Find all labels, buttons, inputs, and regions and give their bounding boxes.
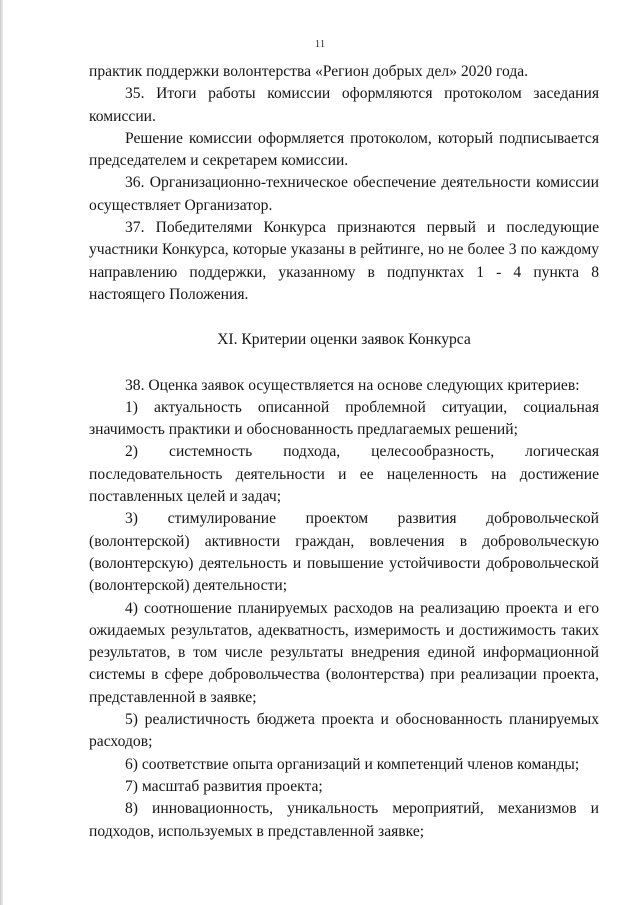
page-body: [89, 61, 599, 843]
criteria-intro: 38. Оценка заявок осуществляется на основе следующих критериев:: [125, 376, 580, 394]
criterion-item-6: 6) соответствие опыта организаций и компетенций членов команды;: [125, 755, 580, 773]
paragraph-item-37: 37. Победителями Конкурса признаются первый и последующие участники Конкурса, которые указаны в рейтинге, но не более 3 по каждому направлению поддержки, указанному в подпунктах 1 - 4 пункта 8 настоящего Положения.: [89, 219, 599, 303]
criterion-item-2: 2) системность подхода, целесообразность, логическая последовательность деятельности и ее нацеленность на достижение поставленных целей и задач;: [89, 443, 599, 506]
paragraph-continuation: практик поддержки волонтерства «Регион добрых дел» 2020 года.: [89, 63, 529, 80]
section-heading: XI. Критерии оценки заявок Конкурса: [217, 331, 471, 349]
criterion-item-3: 3) стимулирование проектом развития добровольческой (волонтерской) активности граждан, вовлечения в добровольческую (волонтерскую) деятельность и повышение устойчивости добровольческой (волонтерской) деятельности;: [89, 510, 599, 595]
paragraph-item-36: 36. Организационно-техническое обеспечение деятельности комиссии осуществляет Организатор.: [89, 174, 599, 214]
criterion-item-4: 4) соотношение планируемых расходов на реализацию проекта и его ожидаемых результатов, адекватность, измеримость и достижимость таких результатов, в том числе результаты внедрения единой информационной системы в сфере добровольчества (волонтерства) при реализации проекта, представленной в заявке;: [89, 599, 599, 706]
criterion-item-1: 1) актуальность описанной проблемной ситуации, социальная значимость практики и обоснованность предлагаемых решений;: [89, 398, 599, 439]
criterion-item-8: 8) инновационность, уникальность мероприятий, механизмов и подходов, используемых в представленной заявке;: [89, 800, 599, 840]
criterion-item-7: 7) масштаб развития проекта;: [125, 777, 323, 795]
page-number: 11: [314, 38, 326, 50]
scan-edge-shadow: [0, 0, 3, 905]
criterion-item-5: 5) реалистичность бюджета проекта и обоснованность планируемых расходов;: [89, 711, 599, 751]
paragraph-item-35: 35. Итоги работы комиссии оформляются протоколом заседания комиссии.: [89, 85, 599, 125]
paragraph-commission-decision: Решение комиссии оформляется протоколом, который подписывается председателем и секретарем комиссии.: [89, 129, 599, 170]
